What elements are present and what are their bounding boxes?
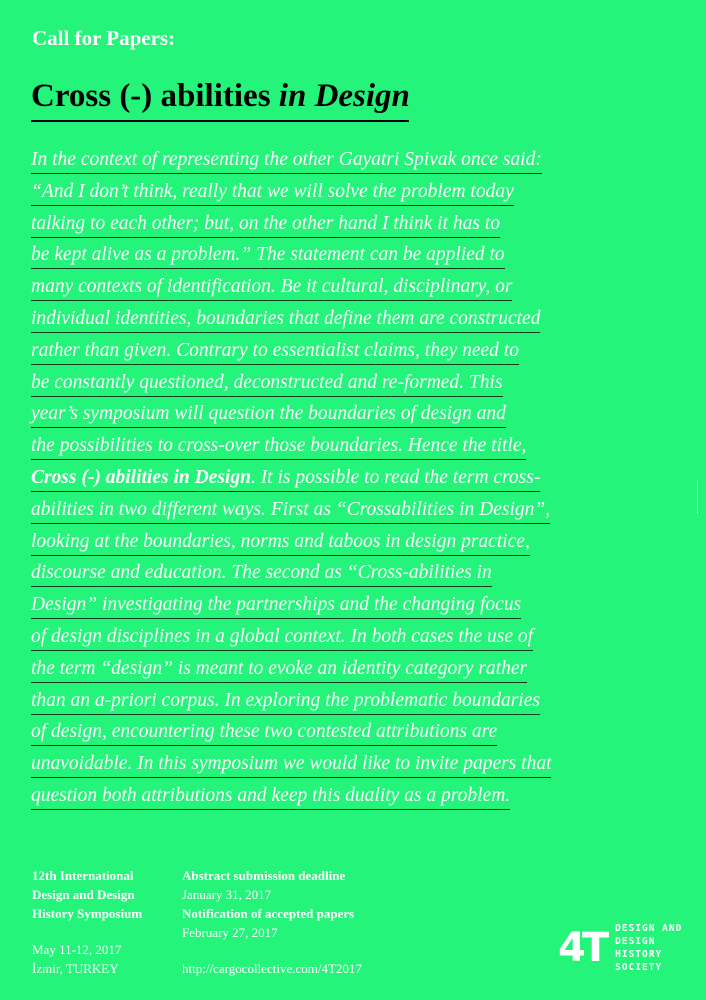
emphasis-title: Cross (-) abilities in Design xyxy=(31,466,251,488)
website-url[interactable] xyxy=(182,959,362,978)
notification-date: February 27, 2017 xyxy=(182,925,278,940)
abstract-deadline-label: Abstract submission deadline xyxy=(182,868,346,883)
event-name-line: History Symposium xyxy=(32,906,143,921)
side-print-mark xyxy=(697,480,698,514)
notification-label: Notification of accepted papers xyxy=(182,906,355,921)
body-line: Design” investigating the partnerships and the changing focus xyxy=(31,594,521,619)
body-line: individual identities, boundaries that define them are constructed xyxy=(31,308,540,333)
body-line: unavoidable. In this symposium we would like to invite papers that xyxy=(31,753,551,778)
page-title xyxy=(31,78,409,122)
logo-text-line: DESIGN AND xyxy=(615,923,683,934)
body-line: of design disciplines in a global context. In both cases the use of xyxy=(31,626,533,651)
event-details xyxy=(32,940,121,978)
body-line: looking at the boundaries, norms and taboos in design practice, xyxy=(31,531,530,556)
website-link[interactable]: http://cargocollective.com/4T2017 xyxy=(182,961,362,976)
body-line: talking to each other; but, on the other hand I think it has to xyxy=(31,213,500,238)
body-line: the term “design” is meant to evoke an identity category rather xyxy=(31,658,527,683)
event-name xyxy=(32,866,142,923)
logo-mark: 4T xyxy=(558,925,606,971)
body-line: rather than given. Contrary to essentialist claims, they need to xyxy=(31,340,519,365)
title-italic: in Design xyxy=(278,78,410,114)
body-line: many contexts of identification. Be it cultural, disciplinary, or xyxy=(31,276,512,301)
body-line: discourse and education. The second as “Cross-abilities in xyxy=(31,562,492,587)
logo-text xyxy=(615,922,706,974)
event-name-line: Design and Design xyxy=(32,887,135,902)
logo-text-line: SOCIETY xyxy=(615,962,663,973)
event-dates: May 11-12, 2017 xyxy=(32,942,122,957)
body-text xyxy=(31,149,621,817)
society-logo xyxy=(558,922,706,974)
body-line: be constantly questioned, deconstructed and re-formed. This xyxy=(31,372,503,397)
body-line: abilities in two different ways. First as “Crossabilities in Design”, xyxy=(31,499,550,524)
abstract-deadline-date: January 31, 2017 xyxy=(182,887,272,902)
body-line-emphasis xyxy=(31,467,540,492)
body-line: In the context of representing the other Gayatri Spivak once said: xyxy=(31,149,542,174)
body-line: be kept alive as a problem.” The statement can be applied to xyxy=(31,244,505,269)
body-line: the possibilities to cross-over those boundaries. Hence the title, xyxy=(31,435,526,460)
title-main: Cross (-) abilities xyxy=(31,78,279,114)
body-line: “And I don’t think, really that we will solve the problem today xyxy=(31,181,514,206)
call-for-papers-label: Call for Papers: xyxy=(32,26,176,50)
deadlines xyxy=(182,866,354,942)
body-line: question both attributions and keep this duality as a problem. xyxy=(31,785,510,810)
body-line: year’s symposium will question the boundaries of design and xyxy=(31,403,506,428)
body-line: of design, encountering these two contested attributions are xyxy=(31,721,497,746)
body-line: than an a-priori corpus. In exploring the problematic boundaries xyxy=(31,690,540,715)
emphasis-rest: . It is possible to read the term cross- xyxy=(250,466,541,488)
logo-text-line: DESIGN HISTORY xyxy=(615,936,663,960)
event-name-line: 12th International xyxy=(32,868,134,883)
event-location: İzmir, TURKEY xyxy=(32,961,119,976)
